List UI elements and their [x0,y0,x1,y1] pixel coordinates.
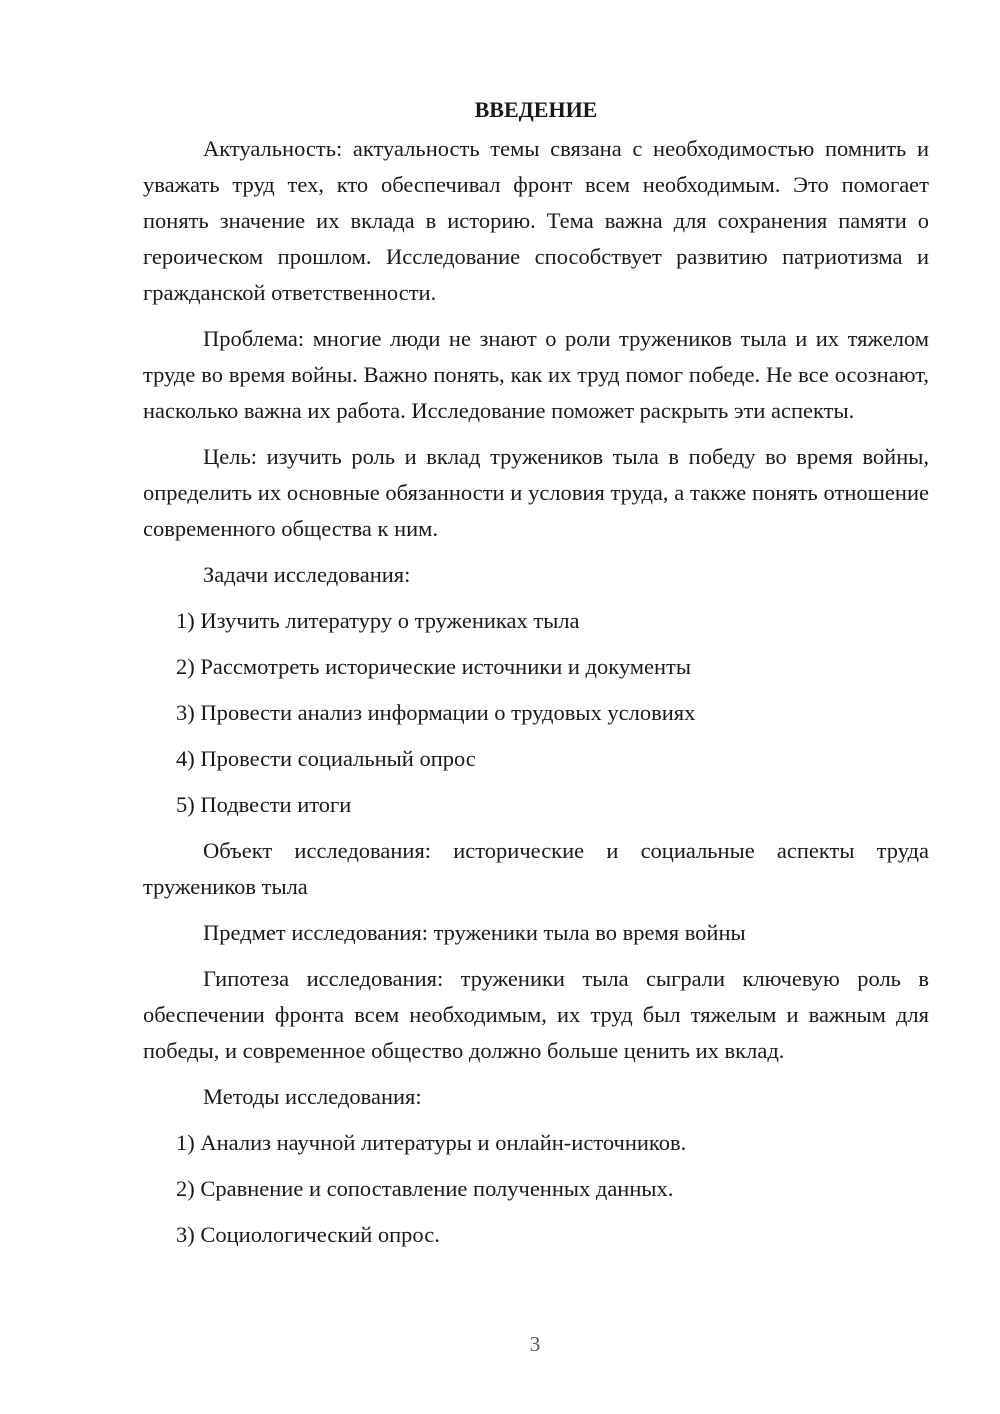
page-number: 3 [529,1332,541,1356]
tasks-title: Задачи исследования: [203,562,411,587]
task-item: 5) Подвести итоги [176,792,352,817]
task-item: 2) Рассмотреть исторические источники и документы [176,654,692,679]
object-paragraph: Объект исследования: исторические и социальные аспекты труда тружеников тыла [143,838,929,899]
task-item: 4) Провести социальный опрос [176,746,476,771]
methods-list [143,1125,929,1253]
task-item: 3) Провести анализ информации о трудовых условиях [176,700,696,725]
hypothesis-paragraph: Гипотеза исследования: труженики тыла сыграли ключевую роль в обеспечении фронта всем необходимым, их труд был тяжелым и важным для победы, и современное общество должно больше ценить их вклад. [143,966,929,1063]
method-item: 2) Сравнение и сопоставление полученных данных. [176,1176,674,1201]
page-content [143,92,929,1263]
section-heading: ВВЕДЕНИЕ [474,97,598,122]
tasks-list [143,603,929,823]
task-item: 1) Изучить литературу о тружениках тыла [176,608,580,633]
goal-paragraph: Цель: изучить роль и вклад тружеников тыла в победу во время войны, определить их основные обязанности и условия труда, а также понять отношение современного общества к ним. [143,444,929,541]
problem-paragraph: Проблема: многие люди не знают о роли тружеников тыла и их тяжелом труде во время войны. Важно понять, как их труд помог победе. Не все осознают, насколько важна их работа. Исследование поможет раскрыть эти аспекты. [143,326,929,423]
subject-paragraph: Предмет исследования: труженики тыла во время войны [203,920,746,945]
methods-title: Методы исследования: [203,1084,422,1109]
relevance-paragraph: Актуальность: актуальность темы связана с необходимостью помнить и уважать труд тех, кто обеспечивал фронт всем необходимым. Это помогает понять значение их вклада в историю. Тема важна для сохранения памяти о героическом прошлом. Исследование способствует развитию патриотизма и гражданской ответственности. [143,136,929,305]
method-item: 1) Анализ научной литературы и онлайн-источников. [176,1130,687,1155]
method-item: 3) Социологический опрос. [176,1222,440,1247]
